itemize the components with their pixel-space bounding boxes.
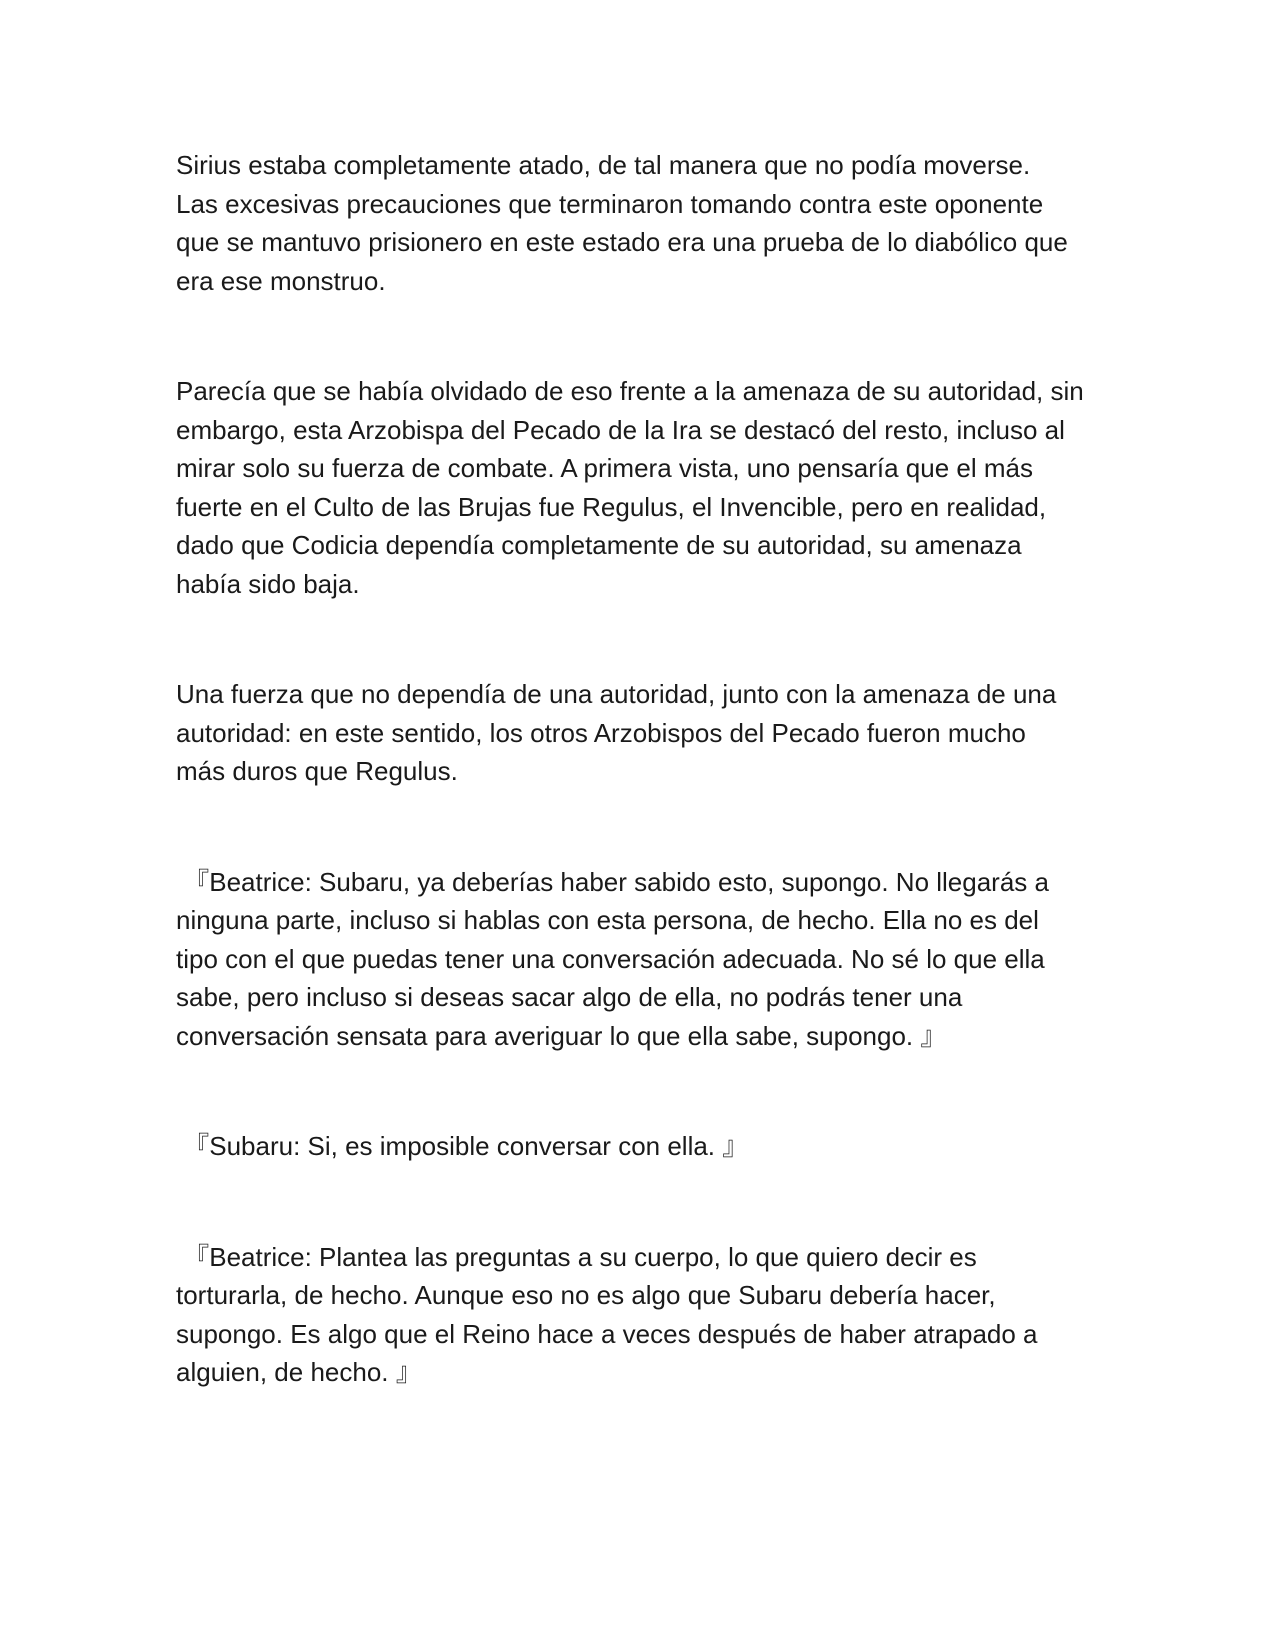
text-line: conversación sensata para averiguar lo que ella sabe, supongo. 』 [176,1020,947,1051]
document-body [176,146,1106,1392]
paragraph-3 [176,675,1106,791]
text-line: Las excesivas precauciones que terminaron tomando contra este oponente [176,188,1044,219]
dialogue-beatrice-1 [176,863,1106,1056]
dialogue-subaru [176,1127,1106,1166]
text-line: que se mantuvo prisionero en este estado era una prueba de lo diabólico que [176,227,1068,257]
paragraph-2 [176,372,1106,603]
text-line: había sido baja. [176,568,360,599]
text-line: embargo, esta Arzobispa del Pecado de la Ira se destacó del resto, incluso al [176,414,1065,445]
text-line: más duros que Regulus. [176,756,458,786]
text-line: era ese monstruo. [176,265,386,296]
text-line: ninguna parte, incluso si hablas con esta persona, de hecho. Ella no es del [176,905,1039,935]
text-line: fuerte en el Culto de las Brujas fue Regulus, el Invencible, pero en realidad, [176,491,1047,522]
text-line: mirar solo su fuerza de combate. A primera vista, uno pensaría que el más [176,453,1033,483]
text-line: 『Beatrice: Subaru, ya deberías haber sabido esto, supongo. No llegarás a [176,866,1049,897]
text-line: sabe, pero incluso si deseas sacar algo de ella, no podrás tener una [176,982,963,1012]
text-line: tipo con el que puedas tener una conversación adecuada. No sé lo que ella [176,943,1045,974]
dialogue-beatrice-2 [176,1238,1106,1392]
text-line: 『Subaru: Si, es imposible conversar con ella. 』 [176,1131,749,1161]
paragraph-1 [176,146,1106,300]
text-line: 『Beatrice: Plantea las preguntas a su cuerpo, lo que quiero decir es [176,1241,977,1272]
text-line: torturarla, de hecho. Aunque eso no es algo que Subaru debería hacer, [176,1280,996,1310]
text-line: Una fuerza que no dependía de una autoridad, junto con la amenaza de una [176,679,1057,709]
text-line: supongo. Es algo que el Reino hace a veces después de haber atrapado a [176,1318,1038,1349]
text-line: dado que Codicia dependía completamente de su autoridad, su amenaza [176,530,1022,560]
text-line: Sirius estaba completamente atado, de tal manera que no podía moverse. [176,150,1031,180]
text-line: autoridad: en este sentido, los otros Arzobispos del Pecado fueron mucho [176,717,1026,748]
text-line: alguien, de hecho. 』 [176,1357,422,1387]
text-line: Parecía que se había olvidado de eso frente a la amenaza de su autoridad, sin [176,376,1084,406]
